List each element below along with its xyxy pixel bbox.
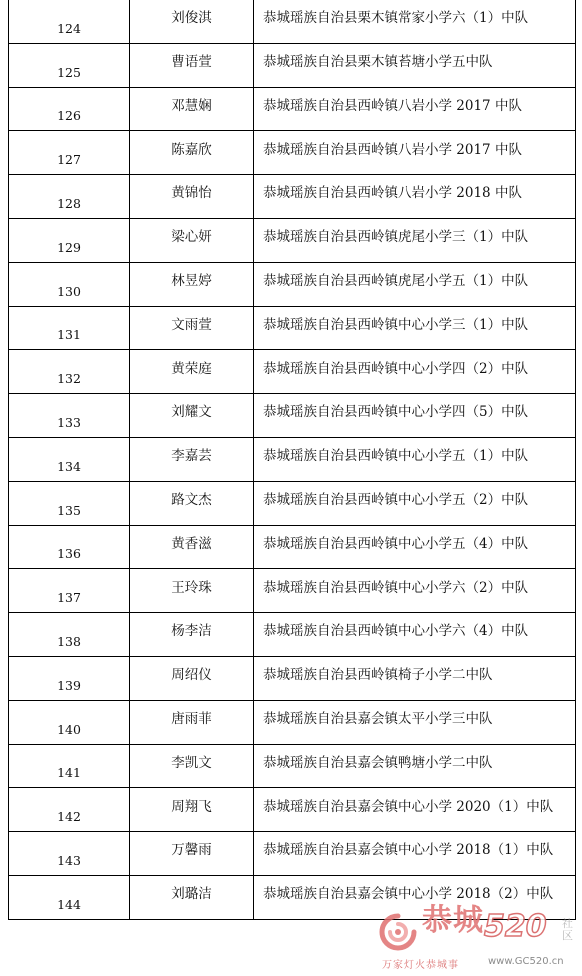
row-number: 141	[9, 744, 130, 788]
table-row	[9, 613, 576, 657]
student-name: 刘璐洁	[130, 875, 254, 919]
student-name: 刘耀文	[130, 394, 254, 438]
row-number: 129	[9, 218, 130, 262]
student-name: 王玲珠	[130, 569, 254, 613]
table-row	[9, 350, 576, 394]
row-number: 133	[9, 394, 130, 438]
school-unit: 恭城瑶族自治县西岭镇虎尾小学五（1）中队	[254, 262, 576, 306]
student-name: 黄锦怡	[130, 175, 254, 219]
school-unit: 恭城瑶族自治县西岭镇中心小学五（4）中队	[254, 525, 576, 569]
honor-list-table	[8, 0, 576, 920]
table-row	[9, 262, 576, 306]
school-unit: 恭城瑶族自治县西岭镇八岩小学 2017 中队	[254, 131, 576, 175]
row-number: 127	[9, 131, 130, 175]
table-row	[9, 0, 576, 43]
school-unit: 恭城瑶族自治县嘉会镇中心小学 2018（2）中队	[254, 875, 576, 919]
student-name: 黄香滋	[130, 525, 254, 569]
table-row	[9, 437, 576, 481]
watermark-slogan: 万家灯火恭城事	[382, 960, 459, 971]
school-unit: 恭城瑶族自治县西岭镇中心小学三（1）中队	[254, 306, 576, 350]
table-row	[9, 656, 576, 700]
row-number: 135	[9, 481, 130, 525]
student-name: 杨李洁	[130, 613, 254, 657]
school-unit: 恭城瑶族自治县西岭镇中心小学四（2）中队	[254, 350, 576, 394]
row-number: 138	[9, 613, 130, 657]
school-unit: 恭城瑶族自治县嘉会镇中心小学 2020（1）中队	[254, 788, 576, 832]
student-name: 黄荣庭	[130, 350, 254, 394]
row-number: 131	[9, 306, 130, 350]
row-number: 132	[9, 350, 130, 394]
table-row	[9, 788, 576, 832]
school-unit: 恭城瑶族自治县西岭镇八岩小学 2018 中队	[254, 175, 576, 219]
row-number: 128	[9, 175, 130, 219]
table-row	[9, 700, 576, 744]
watermark-side-label: 社区	[562, 917, 573, 943]
table-row	[9, 525, 576, 569]
row-number: 137	[9, 569, 130, 613]
row-number: 134	[9, 437, 130, 481]
student-name: 李嘉芸	[130, 437, 254, 481]
row-number: 136	[9, 525, 130, 569]
student-name: 陈嘉欣	[130, 131, 254, 175]
school-unit: 恭城瑶族自治县嘉会镇太平小学三中队	[254, 700, 576, 744]
student-name: 唐雨菲	[130, 700, 254, 744]
table-row	[9, 744, 576, 788]
school-unit: 恭城瑶族自治县栗木镇苔塘小学五中队	[254, 43, 576, 87]
student-name: 曹语萱	[130, 43, 254, 87]
student-name: 梁心妍	[130, 218, 254, 262]
watermark-logo-icon	[378, 912, 418, 952]
honor-list-table-wrapper	[8, 0, 576, 920]
student-name: 林昱婷	[130, 262, 254, 306]
watermark-brand: 恭城	[422, 903, 484, 938]
row-number: 142	[9, 788, 130, 832]
table-row	[9, 87, 576, 131]
school-unit: 恭城瑶族自治县西岭镇中心小学五（1）中队	[254, 437, 576, 481]
table-row	[9, 43, 576, 87]
student-name: 万馨雨	[130, 832, 254, 876]
row-number: 143	[9, 832, 130, 876]
school-unit: 恭城瑶族自治县西岭镇椅子小学二中队	[254, 656, 576, 700]
student-name: 邓慧娴	[130, 87, 254, 131]
student-name: 周翔飞	[130, 788, 254, 832]
table-row	[9, 175, 576, 219]
row-number: 126	[9, 87, 130, 131]
row-number: 130	[9, 262, 130, 306]
row-number: 144	[9, 875, 130, 919]
watermark-url: www.GC520.cn	[488, 956, 564, 967]
table-row	[9, 131, 576, 175]
site-watermark	[378, 903, 578, 974]
table-row	[9, 218, 576, 262]
school-unit: 恭城瑶族自治县栗木镇常家小学六（1）中队	[254, 0, 576, 43]
student-name: 李凯文	[130, 744, 254, 788]
row-number: 140	[9, 700, 130, 744]
school-unit: 恭城瑶族自治县西岭镇中心小学五（2）中队	[254, 481, 576, 525]
student-name: 周绍仪	[130, 656, 254, 700]
student-name: 刘俊淇	[130, 0, 254, 43]
row-number: 139	[9, 656, 130, 700]
school-unit: 恭城瑶族自治县嘉会镇鸭塘小学二中队	[254, 744, 576, 788]
row-number: 125	[9, 43, 130, 87]
school-unit: 恭城瑶族自治县西岭镇虎尾小学三（1）中队	[254, 218, 576, 262]
student-name: 路文杰	[130, 481, 254, 525]
table-row	[9, 394, 576, 438]
watermark-number: 520	[484, 909, 547, 944]
school-unit: 恭城瑶族自治县嘉会镇中心小学 2018（1）中队	[254, 832, 576, 876]
table-row	[9, 481, 576, 525]
row-number: 124	[9, 0, 130, 43]
school-unit: 恭城瑶族自治县西岭镇中心小学六（2）中队	[254, 569, 576, 613]
school-unit: 恭城瑶族自治县西岭镇中心小学六（4）中队	[254, 613, 576, 657]
school-unit: 恭城瑶族自治县西岭镇中心小学四（5）中队	[254, 394, 576, 438]
table-row	[9, 306, 576, 350]
school-unit: 恭城瑶族自治县西岭镇八岩小学 2017 中队	[254, 87, 576, 131]
table-row	[9, 832, 576, 876]
student-name: 文雨萱	[130, 306, 254, 350]
table-row	[9, 569, 576, 613]
table-body	[9, 0, 576, 919]
